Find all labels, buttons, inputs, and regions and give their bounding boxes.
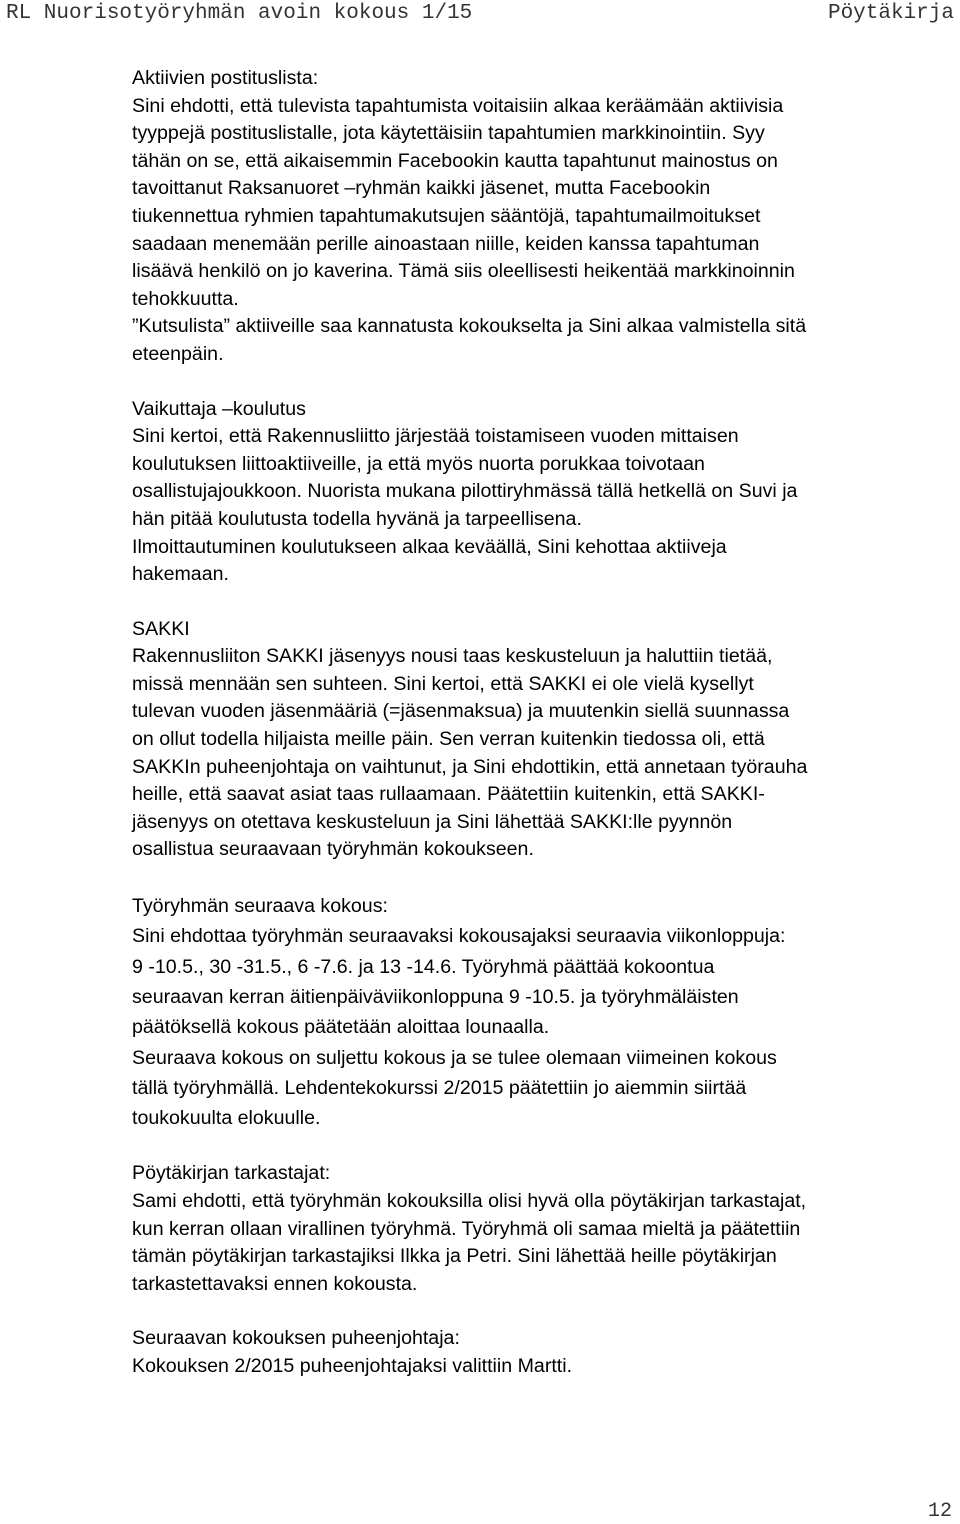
paragraph-line: hakemaan.: [132, 563, 229, 586]
paragraph-line: lisäävä henkilö on jo kaverina. Tämä siis oleellisesti heikentää markkinoinnin: [132, 260, 795, 283]
paragraph-line: tyyppejä postituslistalle, jota käytettäisiin tapahtumien markkinointiin. Syy: [132, 122, 765, 145]
section-next-meeting: [132, 891, 954, 1133]
paragraph-line: tähän on se, että aikaisemmin Facebookin kautta tapahtunut mainostus on: [132, 149, 778, 172]
section-sakki: [132, 616, 954, 864]
paragraph-line: Sini ehdotti, että tulevista tapahtumista voitaisiin alkaa keräämään aktiivisia: [132, 94, 784, 117]
paragraph-line: missä mennään sen suhteen. Sini kertoi, että SAKKI ei ole vielä kysellyt: [132, 672, 754, 695]
paragraph-line: Rakennusliiton SAKKI jäsenyys nousi taas keskusteluun ja haluttiin tietää,: [132, 645, 773, 668]
paragraph-line: tiukennettua ryhmien tapahtumakutsujen sääntöjä, tapahtumailmoitukset: [132, 204, 761, 227]
paragraph-line: kun kerran ollaan virallinen työryhmä. Työryhmä oli samaa mieltä ja päätettiin: [132, 1217, 801, 1240]
paragraph-line: Sini kertoi, että Rakennusliitto järjestää toistamiseen vuoden mittaisen: [132, 425, 739, 448]
paragraph-line: 9 -10.5., 30 -31.5., 6 -7.6. ja 13 -14.6. Työryhmä päättää kokoontua: [132, 955, 715, 978]
paragraph-line: hän pitää koulutusta todella hyvänä ja tarpeellisena.: [132, 507, 582, 530]
paragraph-line: jäsenyys on otettava keskusteluun ja Sini lähettää SAKKI:lle pyynnön: [132, 810, 733, 833]
section-influencer-training: [132, 396, 954, 589]
paragraph-line: Sini ehdottaa työryhmän seuraavaksi kokousajaksi seuraavia viikonloppuja:: [132, 925, 786, 948]
page-number: 12: [927, 1500, 952, 1523]
paragraph-line: on ollut todella hiljaista meille päin. Sen verran kuitenkin tiedossa oli, että: [132, 728, 765, 751]
paragraph-line: Seuraava kokous on suljettu kokous ja se tulee olemaan viimeinen kokous: [132, 1046, 777, 1069]
paragraph-line: tällä työryhmällä. Lehdentekokurssi 2/2015 päätettiin jo aiemmin siirtää: [132, 1076, 747, 1099]
section-heading: Vaikuttaja –koulutus: [132, 397, 306, 420]
section-minutes-checkers: [132, 1160, 954, 1298]
paragraph-line: tehokkuutta.: [132, 287, 239, 310]
paragraph-line: seuraavan kerran äitienpäiväviikonloppuna 9 -10.5. ja työryhmäläisten: [132, 985, 739, 1008]
document-type: Pöytäkirja: [827, 2, 954, 25]
paragraph-line: eteenpäin.: [132, 342, 224, 365]
section-next-chair: [132, 1325, 954, 1380]
paragraph-line: tulevan vuoden jäsenmääriä (=jäsenmaksua) ja muutenkin siellä suunnassa: [132, 700, 790, 723]
section-heading: Aktiivien postituslista:: [132, 67, 319, 89]
paragraph-line: osallistua seuraavaan työryhmän kokoukseen.: [132, 838, 534, 861]
paragraph-line: Sami ehdotti, että työryhmän kokouksilla olisi hyvä olla pöytäkirjan tarkastajat,: [132, 1190, 807, 1212]
paragraph-line: ”Kutsulista” aktiiveille saa kannatusta kokoukselta ja Sini alkaa valmistella sitä: [132, 315, 807, 338]
paragraph-line: tavoittanut Raksanuoret –ryhmän kaikki jäsenet, mutta Facebookin: [132, 177, 711, 200]
paragraph-line: koulutuksen liittoaktiiveille, ja että myös nuorta porukkaa toivotaan: [132, 452, 705, 475]
paragraph-line: saadaan menemään perille ainoastaan niille, keiden kanssa tapahtuman: [132, 232, 760, 255]
section-heading: Työryhmän seuraava kokous:: [132, 895, 388, 918]
paragraph-line: heille, että saavat asiat taas rullaamaan. Päätettiin kuitenkin, että SAKKI-: [132, 783, 765, 806]
section-heading: SAKKI: [132, 617, 190, 640]
paragraph-line: tämän pöytäkirjan tarkastajiksi Ilkka ja Petri. Sini lähettää heille pöytäkirjan: [132, 1245, 777, 1268]
paragraph-line: osallistujajoukkoon. Nuorista mukana pilottiryhmässä tällä hetkellä on Suvi ja: [132, 480, 798, 503]
paragraph-line: Ilmoittautuminen koulutukseen alkaa keväällä, Sini kehottaa aktiiveja: [132, 535, 727, 558]
document-body: [132, 65, 954, 1408]
section-heading: Seuraavan kokouksen puheenjohtaja:: [132, 1327, 460, 1350]
paragraph-line: SAKKIn puheenjohtaja on vaihtunut, ja Sini ehdottikin, että annetaan työrauha: [132, 755, 808, 778]
section-active-mailing-list: [132, 65, 954, 369]
paragraph-line: toukokuulta elokuulle.: [132, 1107, 321, 1130]
paragraph-line: päätöksellä kokous päätetään aloittaa lounaalla.: [132, 1016, 550, 1039]
paragraph-line: tarkastettavaksi ennen kokousta.: [132, 1272, 418, 1295]
paragraph-line: Kokouksen 2/2015 puheenjohtajaksi valittiin Martti.: [132, 1354, 573, 1377]
document-title: RL Nuorisotyöryhmän avoin kokous 1/15: [6, 2, 473, 25]
section-heading: Pöytäkirjan tarkastajat:: [132, 1162, 331, 1185]
page-header: [0, 0, 960, 30]
